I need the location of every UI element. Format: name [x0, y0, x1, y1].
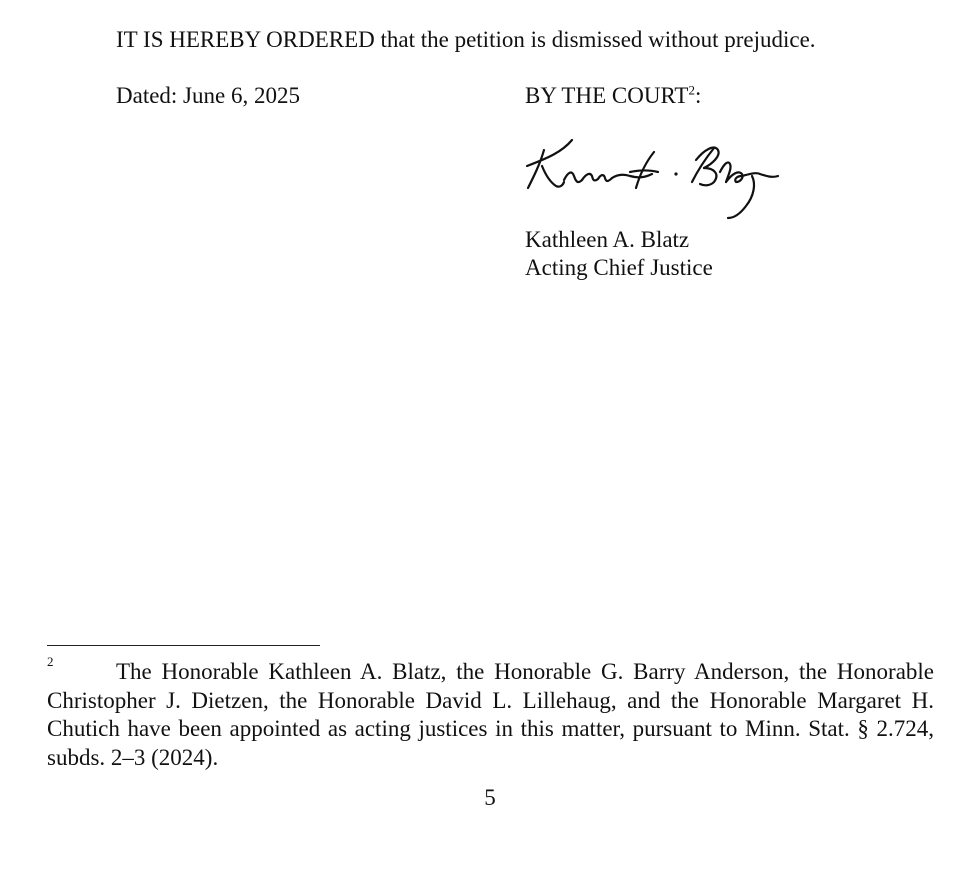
footnote — [47, 654, 934, 772]
order-statement: IT IS HEREBY ORDERED that the petition is dismissed without prejudice. — [116, 27, 816, 52]
by-the-court-label: BY THE COURT — [525, 83, 689, 108]
signer-title: Acting Chief Justice — [525, 255, 713, 280]
signer-name: Kathleen A. Blatz — [525, 227, 690, 252]
page-number: 5 — [484, 785, 496, 810]
footnote-divider — [47, 645, 320, 646]
footnote-reference: 2 — [688, 82, 695, 98]
footnote-text: The Honorable Kathleen A. Blatz, the Honorable G. Barry Anderson, the Honorable Christopher J. Dietzen, the Honorable David L. Lillehaug, and the Honorable Margaret H. Chutich have been appointed as acting justices in this matter, pursuant to Minn. Stat. § 2.724, subds. 2–3 (2024). — [47, 659, 934, 770]
handwritten-signature — [520, 130, 790, 230]
footnote-number: 2 — [47, 654, 54, 669]
by-the-court-colon: : — [694, 83, 702, 108]
by-the-court-heading — [525, 82, 701, 110]
dated-line: Dated: June 6, 2025 — [116, 83, 300, 108]
